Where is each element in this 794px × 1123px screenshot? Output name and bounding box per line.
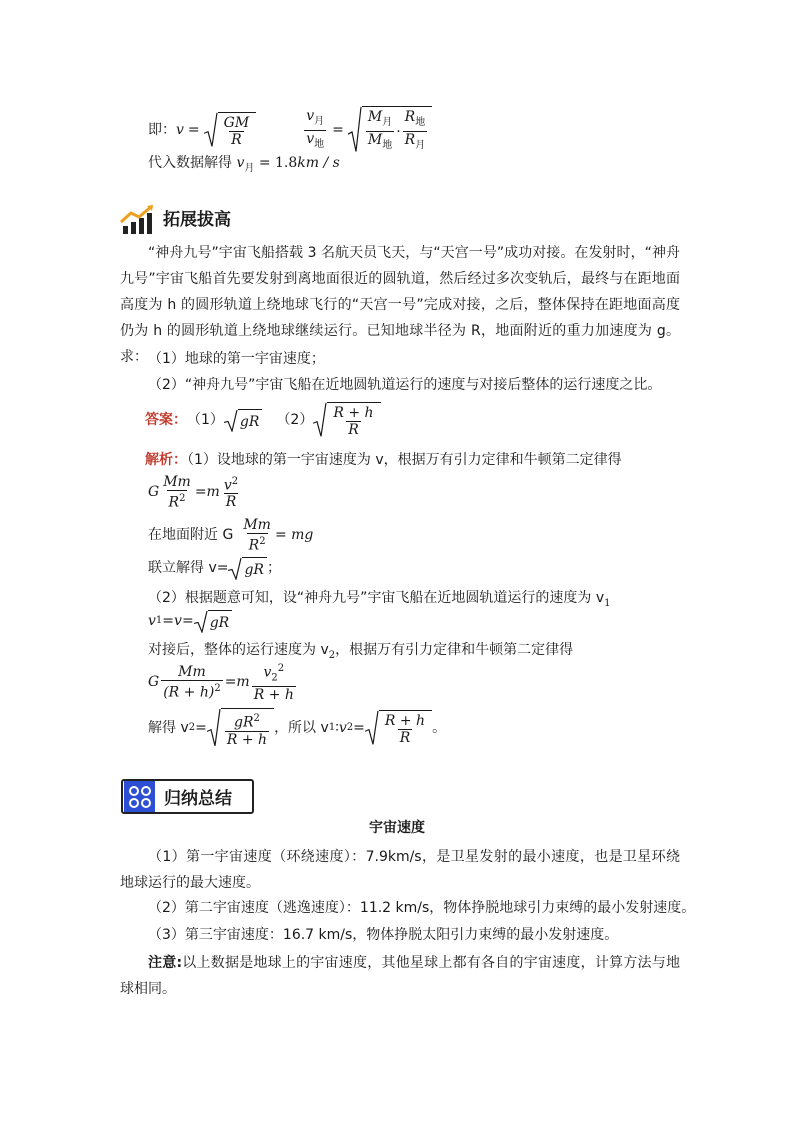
note-label: 注意: <box>148 955 183 971</box>
v-symbol: v <box>176 122 184 138</box>
sqrt-mass-radius-ratio: $\frac{M_月}{M_地}$ · $\frac{R_地}{R_月}$ <box>348 106 432 154</box>
question-2: （2）“神舟九号”宇宙飞船在近地圆轨道运行的速度与对接后整体的运行速度之比。 <box>148 377 662 393</box>
analysis-docking: 对接后，整体的运行速度为 $v_2$，根据万有引力定律和牛顿第二定律得 <box>148 642 574 661</box>
summary-point-2: （2）第二宇宙速度（逃逸速度）：11.2 km/s，物体挣脱地球引力束缚的最小发射速度。 <box>148 900 696 916</box>
summary-note <box>120 950 680 1002</box>
note-text: 以上数据是地球上的宇宙速度，其他星球上都有各自的宇宙速度，计算方法与地球相同。 <box>120 955 680 997</box>
summary-point-1: （1）第一宇宙速度（环绕速度）：7.9km/s，是卫星发射的最小速度，也是卫星环绕地球运行的最大速度。 <box>120 849 680 891</box>
answer-label: 答案： <box>145 412 187 428</box>
analysis-label: 解析： <box>145 452 187 468</box>
gm-numerator: GM <box>223 115 250 131</box>
analysis-line-1: 解析：（1）设地球的第一宇宙速度为 v，根据万有引力定律和牛顿第二定律得 <box>145 452 622 468</box>
equals-sign: = <box>187 122 200 138</box>
equation-orbit: G $\frac{Mm}{(R + h)^2}$ = m $\frac{v_2^2}{R + h}$ <box>148 662 294 704</box>
formula-line-1: 即： v = $\frac{GM}{R}$ $\frac{v_月}{v_地}$ = $\frac{M_月}{M_地}$ · $\frac{R_地}{R_月}$ <box>148 108 432 152</box>
equation-solve-v: 联立解得 v= gR ； <box>148 555 281 581</box>
r-denominator: R <box>231 132 242 148</box>
summary-point-3: （3）第三宇宙速度：16.7 km/s，物体挣脱太阳引力束缚的最小发射速度。 <box>148 927 619 943</box>
section-title-extension: 拓展拔高 <box>163 210 231 230</box>
answer-line: 答案： （1） gR （2） $\frac{R + h}{R}$ <box>145 398 381 442</box>
section-title-summary: 归纳总结 <box>164 789 232 809</box>
rising-chart-icon <box>119 204 157 236</box>
formula-prefix: 即： <box>148 122 176 138</box>
formula-line-2: 代入数据解得 $v_月 = 1.8km / s$ <box>148 155 340 174</box>
equation-gravity: G $\frac{Mm}{R^2}$ = m $\frac{v^2}{R}$ <box>148 473 239 511</box>
equation-final: 解得 v 2 = $\frac{gR^2}{R + h}$ ，所以 v 1 ∶ v 2 = $\frac{R + h}{R}$ 。 <box>148 706 446 750</box>
summary-title: 宇宙速度 <box>369 820 425 836</box>
sqrt-gm-over-r <box>204 112 257 148</box>
problem-paragraph: “神舟九号”宇宙飞船搭载 3 名航天员飞天，与“天宫一号”成功对接。在发射时，“神舟九号”宇宙飞船首先要发射到离地面很近的圆轨道，然后经过多次变轨后，最终与在距地面高度为 h 的圆形轨道上绕地球飞行的“天宫一号”完成对接，之后，整体保持在距地面高度仍为 h 的圆形轨道上绕地球继续运行。已知地球半径为 R，地面附近的重力加速度为 g。求： <box>120 245 680 365</box>
section-header-summary <box>121 779 254 814</box>
analysis-part-2: （2）根据题意可知，设“神舟九号”宇宙飞船在近地圆轨道运行的速度为 $v_1$ <box>148 590 611 609</box>
four-circles-icon <box>124 781 155 812</box>
question-1: （1）地球的第一宇宙速度； <box>148 351 325 367</box>
equation-surface: 在地面附近 G $\frac{Mm}{R^2}$ = mg <box>148 516 314 554</box>
equation-v1: v 1 = v = gR <box>148 608 232 634</box>
section-header-extension <box>119 203 231 237</box>
velocity-ratio: $\frac{v_月}{v_地}$ <box>304 108 326 153</box>
